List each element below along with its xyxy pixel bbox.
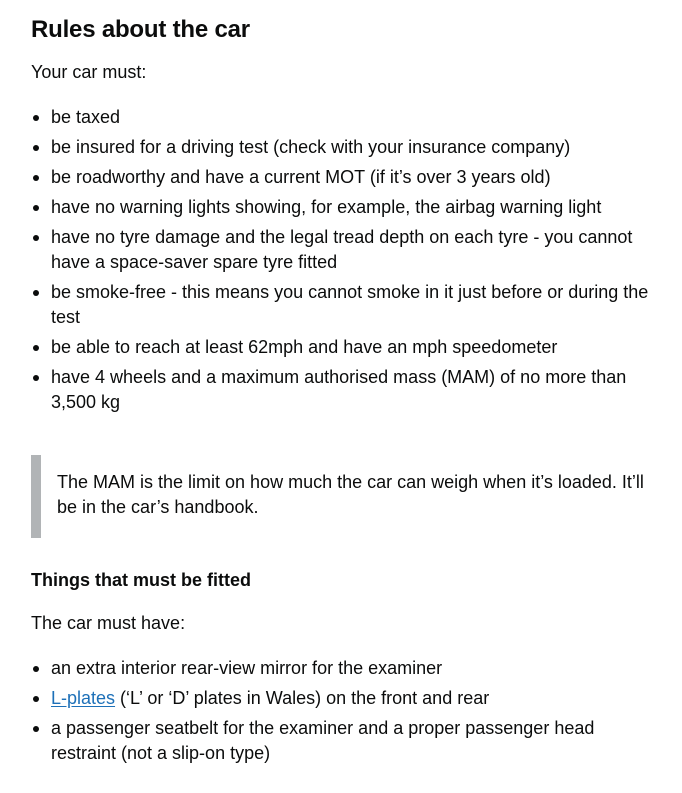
list-item bbox=[31, 686, 662, 711]
list-item: be insured for a driving test (check with your insurance company) bbox=[31, 135, 662, 160]
l-plates-link[interactable]: L-plates bbox=[51, 688, 116, 708]
list-item: be able to reach at least 62mph and have an mph speedometer bbox=[31, 335, 662, 360]
list-item: have no tyre damage and the legal tread depth on each tyre - you cannot have a space-saver spare tyre fitted bbox=[31, 225, 662, 275]
fitted-heading: Things that must be fitted bbox=[31, 570, 251, 590]
list-item: be smoke-free - this means you cannot smoke in it just before or during the test bbox=[31, 280, 662, 330]
list-item: a passenger seatbelt for the examiner and a proper passenger head restraint (not a slip-on type) bbox=[31, 716, 662, 766]
list-item: have 4 wheels and a maximum authorised mass (MAM) of no more than 3,500 kg bbox=[31, 365, 662, 415]
list-item: be taxed bbox=[31, 105, 662, 130]
fitted-intro: The car must have: bbox=[31, 613, 186, 633]
intro-text: Your car must: bbox=[31, 62, 147, 82]
requirements-list bbox=[31, 105, 662, 415]
page-heading: Rules about the car bbox=[31, 16, 250, 43]
inset-text: The MAM is the limit on how much the car can weigh when it’s loaded. It’ll be in the car’s handbook. bbox=[31, 455, 662, 538]
list-item-text: (‘L’ or ‘D’ plates in Wales) on the front and rear bbox=[115, 688, 490, 708]
fitted-list bbox=[31, 656, 662, 766]
list-item: an extra interior rear-view mirror for the examiner bbox=[31, 656, 662, 681]
list-item: be roadworthy and have a current MOT (if it’s over 3 years old) bbox=[31, 165, 662, 190]
list-item: have no warning lights showing, for example, the airbag warning light bbox=[31, 195, 662, 220]
